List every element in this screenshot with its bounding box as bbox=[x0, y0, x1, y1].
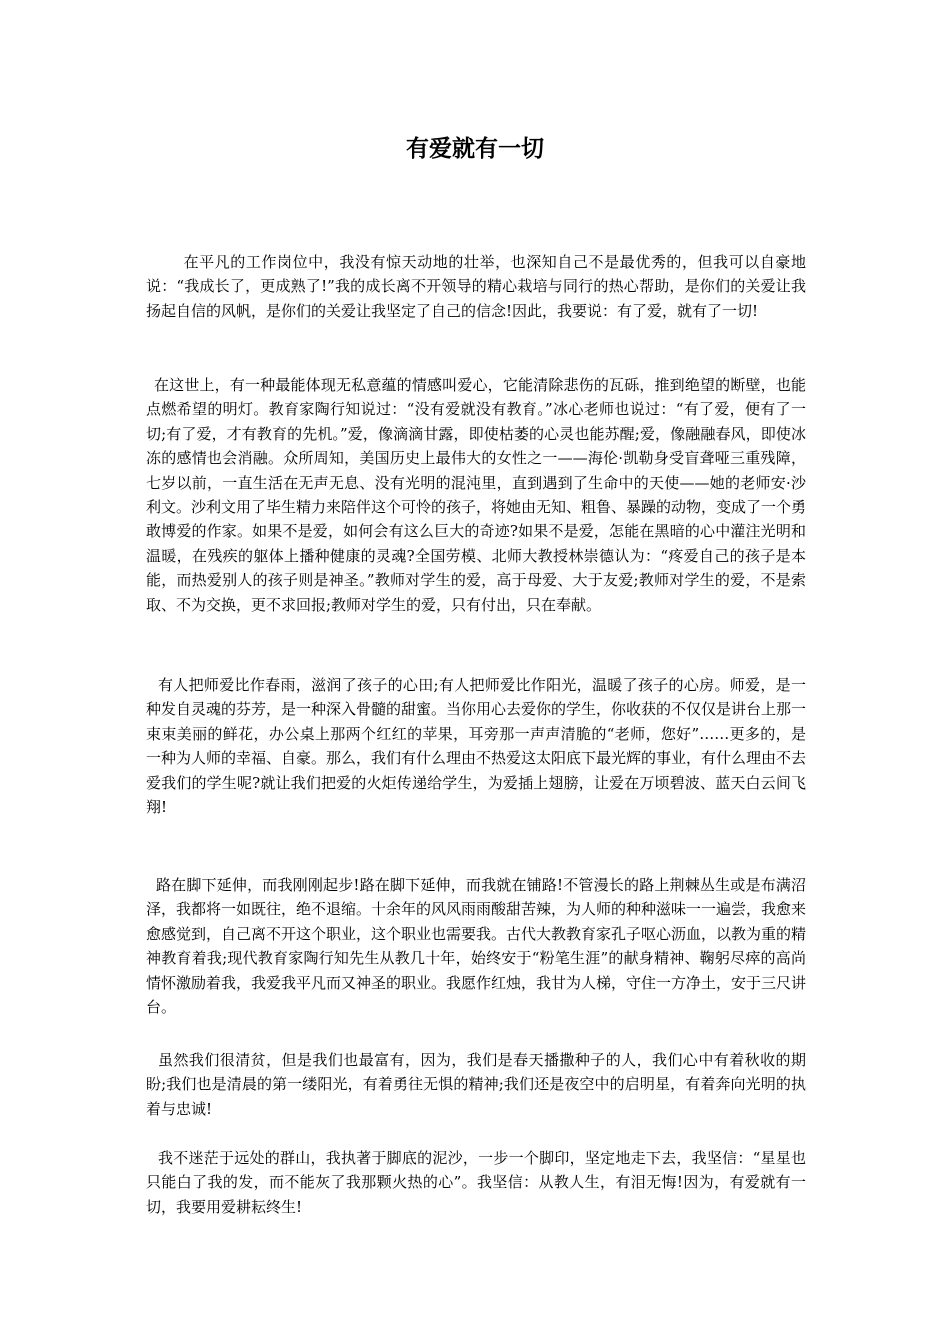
paragraph-3: 有人把师爱比作春雨，滋润了孩子的心田;有人把师爱比作阳光，温暖了孩子的心房。师爱，是一种发自灵魂的芬芳，是一种深入骨髓的甜蜜。当你用心去爱你的学生，你收获的不仅仅是讲台上那一束束美丽的鲜花，办公桌上那两个红红的苹果，耳旁那一声声清脆的“老师，您好”……更多的，是一种为人师的幸福、自豪。那么，我们有什么理由不热爱这太阳底下最光辉的事业，有什么理由不去爱我们的学生呢?就让我们把爱的火炬传递给学生，为爱插上翅膀，让爱在万顷碧波、蓝天白云间飞翔! bbox=[146, 676, 807, 817]
paragraph-4: 路在脚下延伸，而我刚刚起步!路在脚下延伸，而我就在铺路!不管漫长的路上荆棘丛生或是布满沼泽，我都将一如既往，绝不退缩。十余年的风风雨雨酸甜苦辣，为人师的种种滋味一一遍尝，我愈来愈感觉到，自己离不开这个职业，这个职业也需要我。古代大教教育家孔子呕心沥血，以教为重的精神教育着我;现代教育家陶行知先生从教几十年，始终安于“粉笔生涯”的献身精神、鞠躬尽瘁的高尚情怀激励着我，我爱我平凡而又神圣的职业。我愿作红烛，我甘为人梯，守住一方净土，安于三尺讲台。 bbox=[146, 876, 807, 1017]
paragraph-2: 在这世上，有一种最能体现无私意蕴的情感叫爱心，它能清除悲伤的瓦砾，推到绝望的断壁，也能点燃希望的明灯。教育家陶行知说过：“没有爱就没有教育。”冰心老师也说过：“有了爱，便有了一切;有了爱，才有教育的先机。”爱，像滴滴甘露，即使枯萎的心灵也能苏醒;爱，像融融春风，即使冰冻的感情也会消融。众所周知，美国历史上最伟大的女性之一——海伦·凯勒身受盲聋哑三重残障，七岁以前，一直生活在无声无息、没有光明的混沌里，直到遇到了生命中的天使——她的老师安·沙利文。沙利文用了毕生精力来陪伴这个可怜的孩子，将她由无知、粗鲁、暴躁的动物，变成了一个勇敢博爱的作家。如果不是爱，如何会有这么巨大的奇迹?如果不是爱，怎能在黑暗的心中灌注光明和温暖，在残疾的躯体上播种健康的灵魂?全国劳模、北师大教授林崇德认为：“疼爱自己的孩子是本能，而热爱别人的孩子则是神圣。”教师对学生的爱，高于母爱、大于友爱;教师对学生的爱，不是索取、不为交换，更不求回报;教师对学生的爱，只有付出，只在奉献。 bbox=[146, 376, 807, 614]
document-title: 有爱就有一切 bbox=[406, 136, 544, 162]
paragraph-1: 在平凡的工作岗位中，我没有惊天动地的壮举，也深知自己不是最优秀的，但我可以自豪地说：“我成长了，更成熟了!”我的成长离不开领导的精心栽培与同行的热心帮助，是你们的关爱让我扬起自信的风帆，是你们的关爱让我坚定了自己的信念!因此，我要说：有了爱，就有了一切! bbox=[146, 253, 806, 320]
paragraph-5: 虽然我们很清贫，但是我们也最富有，因为，我们是春天播撒种子的人，我们心中有着秋收的期盼;我们也是清晨的第一缕阳光，有着勇往无惧的精神;我们还是夜空中的启明星，有着奔向光明的执着与忠诚! bbox=[146, 1051, 806, 1118]
paragraph-6: 我不迷茫于远处的群山，我执著于脚底的泥沙，一步一个脚印，坚定地走下去，我坚信：“星星也只能白了我的发，而不能灰了我那颗火热的心”。我坚信：从教人生，有泪无悔!因为，有爱就有一切，我要用爱耕耘终生! bbox=[146, 1149, 806, 1216]
